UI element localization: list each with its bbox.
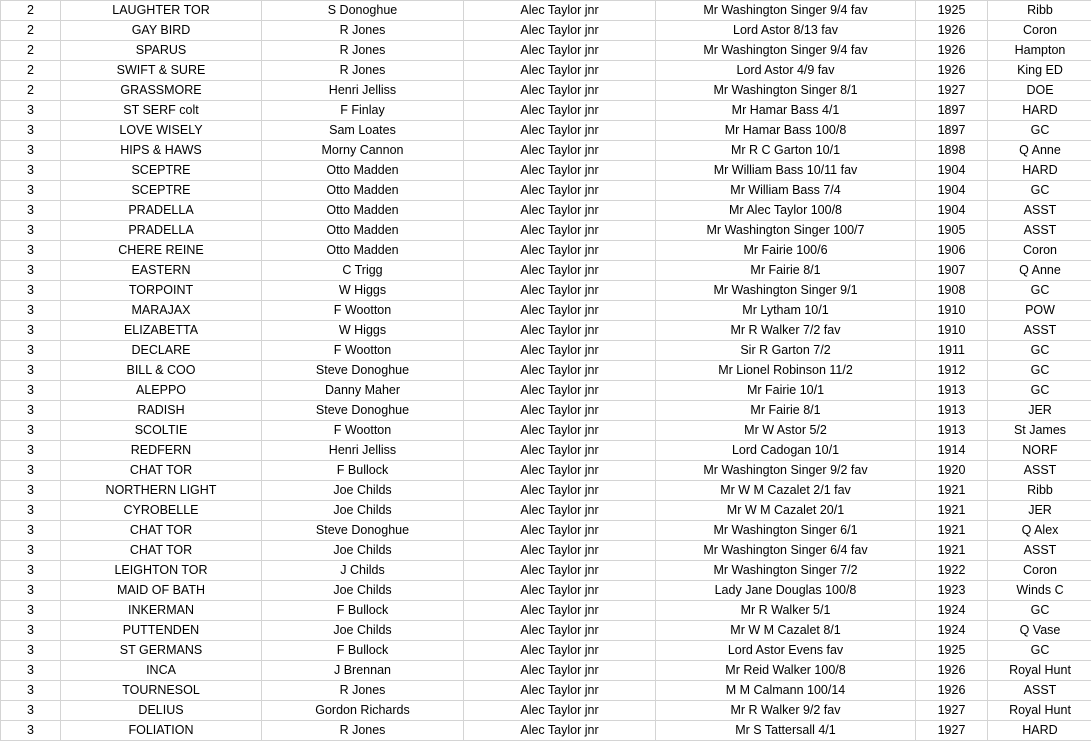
- year-cell[interactable]: 1913: [916, 401, 988, 421]
- table-row: [1, 301, 1091, 321]
- race-cell[interactable]: NORF: [988, 441, 1091, 461]
- horse-cell[interactable]: INKERMAN: [61, 601, 262, 621]
- race-cell[interactable]: ASST: [988, 201, 1091, 221]
- race-cell[interactable]: GC: [988, 181, 1091, 201]
- age-cell[interactable]: 3: [1, 181, 61, 201]
- age-cell[interactable]: 3: [1, 221, 61, 241]
- table-row: [1, 681, 1091, 701]
- table-row: [1, 161, 1091, 181]
- jockey-cell[interactable]: Otto Madden: [262, 221, 464, 241]
- trainer-cell[interactable]: Alec Taylor jnr: [464, 101, 656, 121]
- trainer-cell[interactable]: Alec Taylor jnr: [464, 221, 656, 241]
- race-cell[interactable]: ASST: [988, 221, 1091, 241]
- trainer-cell[interactable]: Alec Taylor jnr: [464, 321, 656, 341]
- trainer-cell[interactable]: Alec Taylor jnr: [464, 481, 656, 501]
- trainer-cell[interactable]: Alec Taylor jnr: [464, 241, 656, 261]
- age-cell[interactable]: 2: [1, 1, 61, 21]
- race-cell[interactable]: HARD: [988, 721, 1091, 741]
- year-cell[interactable]: 1927: [916, 701, 988, 721]
- trainer-cell[interactable]: Alec Taylor jnr: [464, 601, 656, 621]
- race-cell[interactable]: ASST: [988, 541, 1091, 561]
- year-cell[interactable]: 1922: [916, 561, 988, 581]
- horse-cell[interactable]: RADISH: [61, 401, 262, 421]
- jockey-cell[interactable]: J Childs: [262, 561, 464, 581]
- race-cell[interactable]: Q Vase: [988, 621, 1091, 641]
- trainer-cell[interactable]: Alec Taylor jnr: [464, 561, 656, 581]
- race-cell[interactable]: GC: [988, 641, 1091, 661]
- year-cell[interactable]: 1921: [916, 541, 988, 561]
- owner-odds-cell[interactable]: Mr Fairie 100/6: [656, 241, 916, 261]
- race-cell[interactable]: Royal Hunt: [988, 661, 1091, 681]
- horse-cell[interactable]: LOVE WISELY: [61, 121, 262, 141]
- table-row: [1, 261, 1091, 281]
- owner-odds-cell[interactable]: Mr Lytham 10/1: [656, 301, 916, 321]
- jockey-cell[interactable]: R Jones: [262, 681, 464, 701]
- horse-cell[interactable]: ELIZABETTA: [61, 321, 262, 341]
- table-row: [1, 521, 1091, 541]
- age-cell[interactable]: 3: [1, 401, 61, 421]
- race-cell[interactable]: Q Anne: [988, 141, 1091, 161]
- race-cell[interactable]: Coron: [988, 241, 1091, 261]
- age-cell[interactable]: 3: [1, 381, 61, 401]
- trainer-cell[interactable]: Alec Taylor jnr: [464, 701, 656, 721]
- owner-odds-cell[interactable]: Mr William Bass 10/11 fav: [656, 161, 916, 181]
- jockey-cell[interactable]: F Bullock: [262, 641, 464, 661]
- trainer-cell[interactable]: Alec Taylor jnr: [464, 361, 656, 381]
- year-cell[interactable]: 1898: [916, 141, 988, 161]
- trainer-cell[interactable]: Alec Taylor jnr: [464, 1, 656, 21]
- age-cell[interactable]: 3: [1, 121, 61, 141]
- trainer-cell[interactable]: Alec Taylor jnr: [464, 461, 656, 481]
- age-cell[interactable]: 2: [1, 81, 61, 101]
- age-cell[interactable]: 3: [1, 101, 61, 121]
- jockey-cell[interactable]: Joe Childs: [262, 621, 464, 641]
- table-row: [1, 141, 1091, 161]
- race-cell[interactable]: ASST: [988, 321, 1091, 341]
- table-row: [1, 61, 1091, 81]
- year-cell[interactable]: 1911: [916, 341, 988, 361]
- owner-odds-cell[interactable]: Mr Washington Singer 6/4 fav: [656, 541, 916, 561]
- year-cell[interactable]: 1926: [916, 41, 988, 61]
- jockey-cell[interactable]: F Bullock: [262, 461, 464, 481]
- table-row: [1, 181, 1091, 201]
- year-cell[interactable]: 1914: [916, 441, 988, 461]
- table-row: [1, 361, 1091, 381]
- year-cell[interactable]: 1904: [916, 181, 988, 201]
- race-cell[interactable]: Coron: [988, 561, 1091, 581]
- race-cell[interactable]: POW: [988, 301, 1091, 321]
- jockey-cell[interactable]: Otto Madden: [262, 181, 464, 201]
- owner-odds-cell[interactable]: Mr William Bass 7/4: [656, 181, 916, 201]
- race-cell[interactable]: GC: [988, 381, 1091, 401]
- jockey-cell[interactable]: R Jones: [262, 721, 464, 741]
- age-cell[interactable]: 3: [1, 561, 61, 581]
- table-row: [1, 621, 1091, 641]
- age-cell[interactable]: 3: [1, 501, 61, 521]
- trainer-cell[interactable]: Alec Taylor jnr: [464, 61, 656, 81]
- age-cell[interactable]: 3: [1, 641, 61, 661]
- age-cell[interactable]: 3: [1, 201, 61, 221]
- owner-odds-cell[interactable]: Mr Fairie 8/1: [656, 261, 916, 281]
- race-cell[interactable]: Winds C: [988, 581, 1091, 601]
- table-row: [1, 721, 1091, 741]
- race-cell[interactable]: ASST: [988, 461, 1091, 481]
- owner-odds-cell[interactable]: Mr Washington Singer 8/1: [656, 81, 916, 101]
- age-cell[interactable]: 3: [1, 621, 61, 641]
- age-cell[interactable]: 3: [1, 681, 61, 701]
- horse-cell[interactable]: SPARUS: [61, 41, 262, 61]
- race-cell[interactable]: St James: [988, 421, 1091, 441]
- table-row: [1, 601, 1091, 621]
- horse-cell[interactable]: CHAT TOR: [61, 541, 262, 561]
- year-cell[interactable]: 1906: [916, 241, 988, 261]
- owner-odds-cell[interactable]: Mr Washington Singer 9/2 fav: [656, 461, 916, 481]
- age-cell[interactable]: 2: [1, 61, 61, 81]
- trainer-cell[interactable]: Alec Taylor jnr: [464, 201, 656, 221]
- race-cell[interactable]: GC: [988, 281, 1091, 301]
- table-row: [1, 701, 1091, 721]
- year-cell[interactable]: 1926: [916, 21, 988, 41]
- table-row: [1, 1, 1091, 21]
- table-row: [1, 81, 1091, 101]
- race-cell[interactable]: Hampton: [988, 41, 1091, 61]
- trainer-cell[interactable]: Alec Taylor jnr: [464, 121, 656, 141]
- trainer-cell[interactable]: Alec Taylor jnr: [464, 581, 656, 601]
- jockey-cell[interactable]: Otto Madden: [262, 241, 464, 261]
- age-cell[interactable]: 3: [1, 661, 61, 681]
- race-cell[interactable]: GC: [988, 601, 1091, 621]
- race-cell[interactable]: Ribb: [988, 481, 1091, 501]
- trainer-cell[interactable]: Alec Taylor jnr: [464, 301, 656, 321]
- jockey-cell[interactable]: F Wootton: [262, 341, 464, 361]
- age-cell[interactable]: 3: [1, 341, 61, 361]
- table-body: [1, 1, 1091, 741]
- race-cell[interactable]: Q Anne: [988, 261, 1091, 281]
- age-cell[interactable]: 3: [1, 521, 61, 541]
- year-cell[interactable]: 1923: [916, 581, 988, 601]
- jockey-cell[interactable]: Joe Childs: [262, 581, 464, 601]
- year-cell[interactable]: 1927: [916, 721, 988, 741]
- owner-odds-cell[interactable]: Mr Alec Taylor 100/8: [656, 201, 916, 221]
- jockey-cell[interactable]: Gordon Richards: [262, 701, 464, 721]
- horse-cell[interactable]: LAUGHTER TOR: [61, 1, 262, 21]
- owner-odds-cell[interactable]: Mr Hamar Bass 4/1: [656, 101, 916, 121]
- jockey-cell[interactable]: Sam Loates: [262, 121, 464, 141]
- year-cell[interactable]: 1907: [916, 261, 988, 281]
- table-row: [1, 341, 1091, 361]
- horse-cell[interactable]: BILL & COO: [61, 361, 262, 381]
- trainer-cell[interactable]: Alec Taylor jnr: [464, 161, 656, 181]
- trainer-cell[interactable]: Alec Taylor jnr: [464, 501, 656, 521]
- year-cell[interactable]: 1924: [916, 601, 988, 621]
- trainer-cell[interactable]: Alec Taylor jnr: [464, 621, 656, 641]
- horse-cell[interactable]: TOURNESOL: [61, 681, 262, 701]
- horse-cell[interactable]: SCEPTRE: [61, 181, 262, 201]
- jockey-cell[interactable]: Steve Donoghue: [262, 361, 464, 381]
- year-cell[interactable]: 1926: [916, 61, 988, 81]
- race-cell[interactable]: HARD: [988, 161, 1091, 181]
- race-cell[interactable]: JER: [988, 501, 1091, 521]
- owner-odds-cell[interactable]: Mr S Tattersall 4/1: [656, 721, 916, 741]
- trainer-cell[interactable]: Alec Taylor jnr: [464, 541, 656, 561]
- owner-odds-cell[interactable]: Mr W Astor 5/2: [656, 421, 916, 441]
- year-cell[interactable]: 1897: [916, 101, 988, 121]
- horse-cell[interactable]: SCOLTIE: [61, 421, 262, 441]
- horse-cell[interactable]: ALEPPO: [61, 381, 262, 401]
- race-cell[interactable]: JER: [988, 401, 1091, 421]
- table-row: [1, 661, 1091, 681]
- age-cell[interactable]: 3: [1, 281, 61, 301]
- horse-cell[interactable]: CYROBELLE: [61, 501, 262, 521]
- year-cell[interactable]: 1921: [916, 481, 988, 501]
- year-cell[interactable]: 1920: [916, 461, 988, 481]
- race-cell[interactable]: Ribb: [988, 1, 1091, 21]
- age-cell[interactable]: 3: [1, 581, 61, 601]
- age-cell[interactable]: 3: [1, 261, 61, 281]
- owner-odds-cell[interactable]: Mr Washington Singer 6/1: [656, 521, 916, 541]
- horse-cell[interactable]: GAY BIRD: [61, 21, 262, 41]
- owner-odds-cell[interactable]: Mr Washington Singer 100/7: [656, 221, 916, 241]
- trainer-cell[interactable]: Alec Taylor jnr: [464, 141, 656, 161]
- trainer-cell[interactable]: Alec Taylor jnr: [464, 81, 656, 101]
- age-cell[interactable]: 2: [1, 21, 61, 41]
- jockey-cell[interactable]: Steve Donoghue: [262, 521, 464, 541]
- owner-odds-cell[interactable]: Mr Hamar Bass 100/8: [656, 121, 916, 141]
- table-row: [1, 541, 1091, 561]
- table-row: [1, 561, 1091, 581]
- table-row: [1, 421, 1091, 441]
- age-cell[interactable]: 3: [1, 701, 61, 721]
- trainer-cell[interactable]: Alec Taylor jnr: [464, 181, 656, 201]
- owner-odds-cell[interactable]: Mr Washington Singer 9/4 fav: [656, 41, 916, 61]
- horse-cell[interactable]: CHERE REINE: [61, 241, 262, 261]
- horse-cell[interactable]: REDFERN: [61, 441, 262, 461]
- horse-cell[interactable]: CHAT TOR: [61, 461, 262, 481]
- age-cell[interactable]: 3: [1, 481, 61, 501]
- table-row: [1, 401, 1091, 421]
- year-cell[interactable]: 1926: [916, 681, 988, 701]
- jockey-cell[interactable]: Danny Maher: [262, 381, 464, 401]
- jockey-cell[interactable]: F Finlay: [262, 101, 464, 121]
- table-row: [1, 201, 1091, 221]
- trainer-cell[interactable]: Alec Taylor jnr: [464, 381, 656, 401]
- year-cell[interactable]: 1926: [916, 661, 988, 681]
- owner-odds-cell[interactable]: Mr Washington Singer 7/2: [656, 561, 916, 581]
- horse-cell[interactable]: INCA: [61, 661, 262, 681]
- horse-cell[interactable]: SCEPTRE: [61, 161, 262, 181]
- race-cell[interactable]: GC: [988, 341, 1091, 361]
- jockey-cell[interactable]: Joe Childs: [262, 541, 464, 561]
- table-row: [1, 241, 1091, 261]
- horse-cell[interactable]: PRADELLA: [61, 221, 262, 241]
- jockey-cell[interactable]: J Brennan: [262, 661, 464, 681]
- horse-cell[interactable]: EASTERN: [61, 261, 262, 281]
- race-cell[interactable]: ASST: [988, 681, 1091, 701]
- table-row: [1, 501, 1091, 521]
- jockey-cell[interactable]: W Higgs: [262, 321, 464, 341]
- trainer-cell[interactable]: Alec Taylor jnr: [464, 21, 656, 41]
- owner-odds-cell[interactable]: Mr R Walker 7/2 fav: [656, 321, 916, 341]
- owner-odds-cell[interactable]: Mr R C Garton 10/1: [656, 141, 916, 161]
- year-cell[interactable]: 1905: [916, 221, 988, 241]
- owner-odds-cell[interactable]: Mr Fairie 10/1: [656, 381, 916, 401]
- race-cell[interactable]: DOE: [988, 81, 1091, 101]
- horse-cell[interactable]: SWIFT & SURE: [61, 61, 262, 81]
- owner-odds-cell[interactable]: Sir R Garton 7/2: [656, 341, 916, 361]
- year-cell[interactable]: 1904: [916, 161, 988, 181]
- trainer-cell[interactable]: Alec Taylor jnr: [464, 721, 656, 741]
- horse-cell[interactable]: CHAT TOR: [61, 521, 262, 541]
- table-row: [1, 461, 1091, 481]
- trainer-cell[interactable]: Alec Taylor jnr: [464, 641, 656, 661]
- horse-cell[interactable]: DECLARE: [61, 341, 262, 361]
- horse-cell[interactable]: DELIUS: [61, 701, 262, 721]
- trainer-cell[interactable]: Alec Taylor jnr: [464, 281, 656, 301]
- year-cell[interactable]: 1913: [916, 381, 988, 401]
- jockey-cell[interactable]: Steve Donoghue: [262, 401, 464, 421]
- jockey-cell[interactable]: R Jones: [262, 21, 464, 41]
- table-row: [1, 21, 1091, 41]
- year-cell[interactable]: 1921: [916, 521, 988, 541]
- owner-odds-cell[interactable]: Lord Astor 8/13 fav: [656, 21, 916, 41]
- race-cell[interactable]: GC: [988, 121, 1091, 141]
- horse-cell[interactable]: MAID OF BATH: [61, 581, 262, 601]
- horse-cell[interactable]: LEIGHTON TOR: [61, 561, 262, 581]
- owner-odds-cell[interactable]: Mr W M Cazalet 8/1: [656, 621, 916, 641]
- table-row: [1, 441, 1091, 461]
- owner-odds-cell[interactable]: Mr R Walker 5/1: [656, 601, 916, 621]
- horse-cell[interactable]: ST SERF colt: [61, 101, 262, 121]
- jockey-cell[interactable]: Joe Childs: [262, 481, 464, 501]
- owner-odds-cell[interactable]: M M Calmann 100/14: [656, 681, 916, 701]
- jockey-cell[interactable]: R Jones: [262, 61, 464, 81]
- trainer-cell[interactable]: Alec Taylor jnr: [464, 421, 656, 441]
- year-cell[interactable]: 1897: [916, 121, 988, 141]
- table-row: [1, 121, 1091, 141]
- year-cell[interactable]: 1927: [916, 81, 988, 101]
- owner-odds-cell[interactable]: Mr W M Cazalet 20/1: [656, 501, 916, 521]
- owner-odds-cell[interactable]: Mr Washington Singer 9/1: [656, 281, 916, 301]
- jockey-cell[interactable]: Henri Jelliss: [262, 441, 464, 461]
- table-row: [1, 221, 1091, 241]
- age-cell[interactable]: 3: [1, 321, 61, 341]
- year-cell[interactable]: 1910: [916, 301, 988, 321]
- race-cell[interactable]: Royal Hunt: [988, 701, 1091, 721]
- owner-odds-cell[interactable]: Lord Astor 4/9 fav: [656, 61, 916, 81]
- trainer-cell[interactable]: Alec Taylor jnr: [464, 521, 656, 541]
- jockey-cell[interactable]: Henri Jelliss: [262, 81, 464, 101]
- table-row: [1, 41, 1091, 61]
- horse-cell[interactable]: TORPOINT: [61, 281, 262, 301]
- owner-odds-cell[interactable]: Mr Reid Walker 100/8: [656, 661, 916, 681]
- table-row: [1, 281, 1091, 301]
- age-cell[interactable]: 3: [1, 601, 61, 621]
- age-cell[interactable]: 3: [1, 421, 61, 441]
- year-cell[interactable]: 1910: [916, 321, 988, 341]
- table-row: [1, 321, 1091, 341]
- horse-cell[interactable]: GRASSMORE: [61, 81, 262, 101]
- jockey-cell[interactable]: Morny Cannon: [262, 141, 464, 161]
- age-cell[interactable]: 3: [1, 361, 61, 381]
- owner-odds-cell[interactable]: Mr Fairie 8/1: [656, 401, 916, 421]
- owner-odds-cell[interactable]: Mr Washington Singer 9/4 fav: [656, 1, 916, 21]
- table-row: [1, 641, 1091, 661]
- jockey-cell[interactable]: F Bullock: [262, 601, 464, 621]
- owner-odds-cell[interactable]: Mr Lionel Robinson 11/2: [656, 361, 916, 381]
- year-cell[interactable]: 1904: [916, 201, 988, 221]
- age-cell[interactable]: 3: [1, 461, 61, 481]
- owner-odds-cell[interactable]: Mr W M Cazalet 2/1 fav: [656, 481, 916, 501]
- horse-cell[interactable]: PUTTENDEN: [61, 621, 262, 641]
- jockey-cell[interactable]: S Donoghue: [262, 1, 464, 21]
- year-cell[interactable]: 1925: [916, 1, 988, 21]
- horse-cell[interactable]: HIPS & HAWS: [61, 141, 262, 161]
- year-cell[interactable]: 1908: [916, 281, 988, 301]
- age-cell[interactable]: 3: [1, 241, 61, 261]
- owner-odds-cell[interactable]: Lord Cadogan 10/1: [656, 441, 916, 461]
- age-cell[interactable]: 3: [1, 441, 61, 461]
- jockey-cell[interactable]: W Higgs: [262, 281, 464, 301]
- year-cell[interactable]: 1921: [916, 501, 988, 521]
- trainer-cell[interactable]: Alec Taylor jnr: [464, 441, 656, 461]
- race-cell[interactable]: HARD: [988, 101, 1091, 121]
- horse-cell[interactable]: ST GERMANS: [61, 641, 262, 661]
- jockey-cell[interactable]: Otto Madden: [262, 201, 464, 221]
- year-cell[interactable]: 1925: [916, 641, 988, 661]
- jockey-cell[interactable]: F Wootton: [262, 301, 464, 321]
- jockey-cell[interactable]: C Trigg: [262, 261, 464, 281]
- age-cell[interactable]: 3: [1, 721, 61, 741]
- table-row: [1, 381, 1091, 401]
- horse-cell[interactable]: PRADELLA: [61, 201, 262, 221]
- jockey-cell[interactable]: Otto Madden: [262, 161, 464, 181]
- year-cell[interactable]: 1924: [916, 621, 988, 641]
- age-cell[interactable]: 2: [1, 41, 61, 61]
- horse-cell[interactable]: FOLIATION: [61, 721, 262, 741]
- race-cell[interactable]: GC: [988, 361, 1091, 381]
- horse-cell[interactable]: NORTHERN LIGHT: [61, 481, 262, 501]
- table-row: [1, 481, 1091, 501]
- owner-odds-cell[interactable]: Lord Astor Evens fav: [656, 641, 916, 661]
- table-row: [1, 101, 1091, 121]
- age-cell[interactable]: 3: [1, 141, 61, 161]
- jockey-cell[interactable]: R Jones: [262, 41, 464, 61]
- age-cell[interactable]: 3: [1, 301, 61, 321]
- trainer-cell[interactable]: Alec Taylor jnr: [464, 41, 656, 61]
- trainer-cell[interactable]: Alec Taylor jnr: [464, 681, 656, 701]
- year-cell[interactable]: 1912: [916, 361, 988, 381]
- owner-odds-cell[interactable]: Mr R Walker 9/2 fav: [656, 701, 916, 721]
- year-cell[interactable]: 1913: [916, 421, 988, 441]
- owner-odds-cell[interactable]: Lady Jane Douglas 100/8: [656, 581, 916, 601]
- trainer-cell[interactable]: Alec Taylor jnr: [464, 661, 656, 681]
- race-cell[interactable]: Q Alex: [988, 521, 1091, 541]
- horse-cell[interactable]: MARAJAX: [61, 301, 262, 321]
- trainer-cell[interactable]: Alec Taylor jnr: [464, 401, 656, 421]
- trainer-cell[interactable]: Alec Taylor jnr: [464, 261, 656, 281]
- age-cell[interactable]: 3: [1, 541, 61, 561]
- trainer-cell[interactable]: Alec Taylor jnr: [464, 341, 656, 361]
- table-row: [1, 581, 1091, 601]
- jockey-cell[interactable]: F Wootton: [262, 421, 464, 441]
- jockey-cell[interactable]: Joe Childs: [262, 501, 464, 521]
- race-cell[interactable]: Coron: [988, 21, 1091, 41]
- race-cell[interactable]: King ED: [988, 61, 1091, 81]
- age-cell[interactable]: 3: [1, 161, 61, 181]
